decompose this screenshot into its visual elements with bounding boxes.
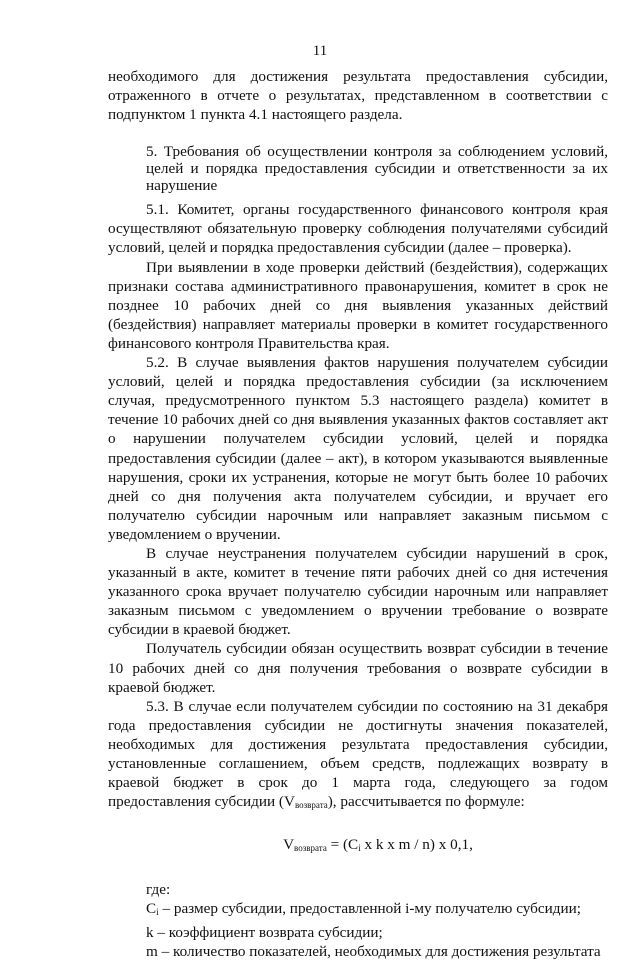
definition-m: m – количество показателей, необходимых для достижения результата bbox=[146, 942, 601, 960]
formula-lhs: V bbox=[283, 836, 295, 854]
paragraph-non-elimination: В случае неустранения получателем субсидии нарушений в срок, указанный в акте, комитет в течение пяти рабочих дней со дня истечения указанного срока вручает получателю субсидии нарочным или направляет заказным письмом с уведомлением о вручении требование о возврате субсидии в краевой бюджет. bbox=[108, 544, 608, 639]
section-heading: 5. Требования об осуществлении контроля за соблюдением условий, целей и порядка предоставления субсидии и ответственности за их нарушение bbox=[146, 143, 608, 195]
definition-ci-subscript: i bbox=[156, 907, 159, 918]
paragraph-refund-obligation: Получатель субсидии обязан осуществить возврат субсидии в течение 10 рабочих дней со дня получения требования о возврате субсидии в краевой бюджет. bbox=[108, 640, 608, 696]
page-number: 11 bbox=[312, 43, 328, 59]
formula-eq: = (C bbox=[326, 836, 359, 854]
refund-formula bbox=[108, 835, 608, 858]
definition-ci-text: – размер субсидии, предоставленной i-му получателю субсидии; bbox=[158, 900, 581, 918]
paragraph-5-2: 5.2. В случае выявления фактов нарушения получателем субсидии условий, целей и порядка предоставления субсидии (за исключением случая, предусмотренного пунктом 5.3 настоящего раздела) комитет в течение 10 рабочих дней со дня выявления указанных фактов составляет акт о нарушении получателем субсидии условий, целей и порядка предоставления субсидии (далее – акт), в котором указываются выявленные нарушения, сроки их устранения, которые не могут быть более 10 рабочих дней со дня получения акта получателем субсидии, и вручает его получателю субсидии нарочным или направляет заказным письмом с уведомлением о вручении. bbox=[108, 354, 608, 543]
definition-ci bbox=[108, 899, 608, 922]
document-body bbox=[108, 67, 608, 961]
definition-ci-symbol: C bbox=[146, 900, 157, 918]
formula-rest: x k x m / n) x 0,1, bbox=[360, 836, 473, 854]
definitions-where: где: bbox=[146, 881, 171, 899]
formula-ci-subscript: i bbox=[358, 843, 361, 854]
paragraph-5-1: 5.1. Комитет, органы государственного финансового контроля края осуществляют обязательную проверку соблюдения получателями субсидий условий, целей и порядка предоставления субсидии (далее – проверка). bbox=[108, 201, 608, 257]
paragraph-5-3 bbox=[108, 697, 608, 816]
paragraph-continuation: необходимого для достижения результата предоставления субсидии, отраженного в отчете о результатах, представленном в соответствии с подпунктом 1 пункта 4.1 настоящего раздела. bbox=[108, 68, 608, 124]
paragraph-5-3-main: 5.3. В случае если получателем субсидии по состоянию на 31 декабря года предоставления субсидии не достигнуты значения показателей, необходимых для достижения результата предоставления субсидии, установленные соглашением, объем средств, подлежащих возврату в краевой бюджет в срок до 1 марта года, следующего за годом предоставления субсидии (V bbox=[108, 697, 608, 811]
paragraph-violation-referral: При выявлении в ходе проверки действий (бездействия), содержащих признаки состава административного правонарушения, комитет в срок не позднее 10 рабочих дней со дня выявления указанных действий (бездействия) направляет материалы проверки в комитет государственного финансового контроля Правительства края. bbox=[108, 258, 608, 352]
paragraph-5-3-subscript: возврата bbox=[294, 800, 328, 811]
formula-lhs-subscript: возврата bbox=[294, 843, 327, 854]
paragraph-5-3-end: ), рассчитывается по формуле: bbox=[327, 793, 525, 811]
definition-k: k – коэффициент возврата субсидии; bbox=[146, 923, 383, 941]
